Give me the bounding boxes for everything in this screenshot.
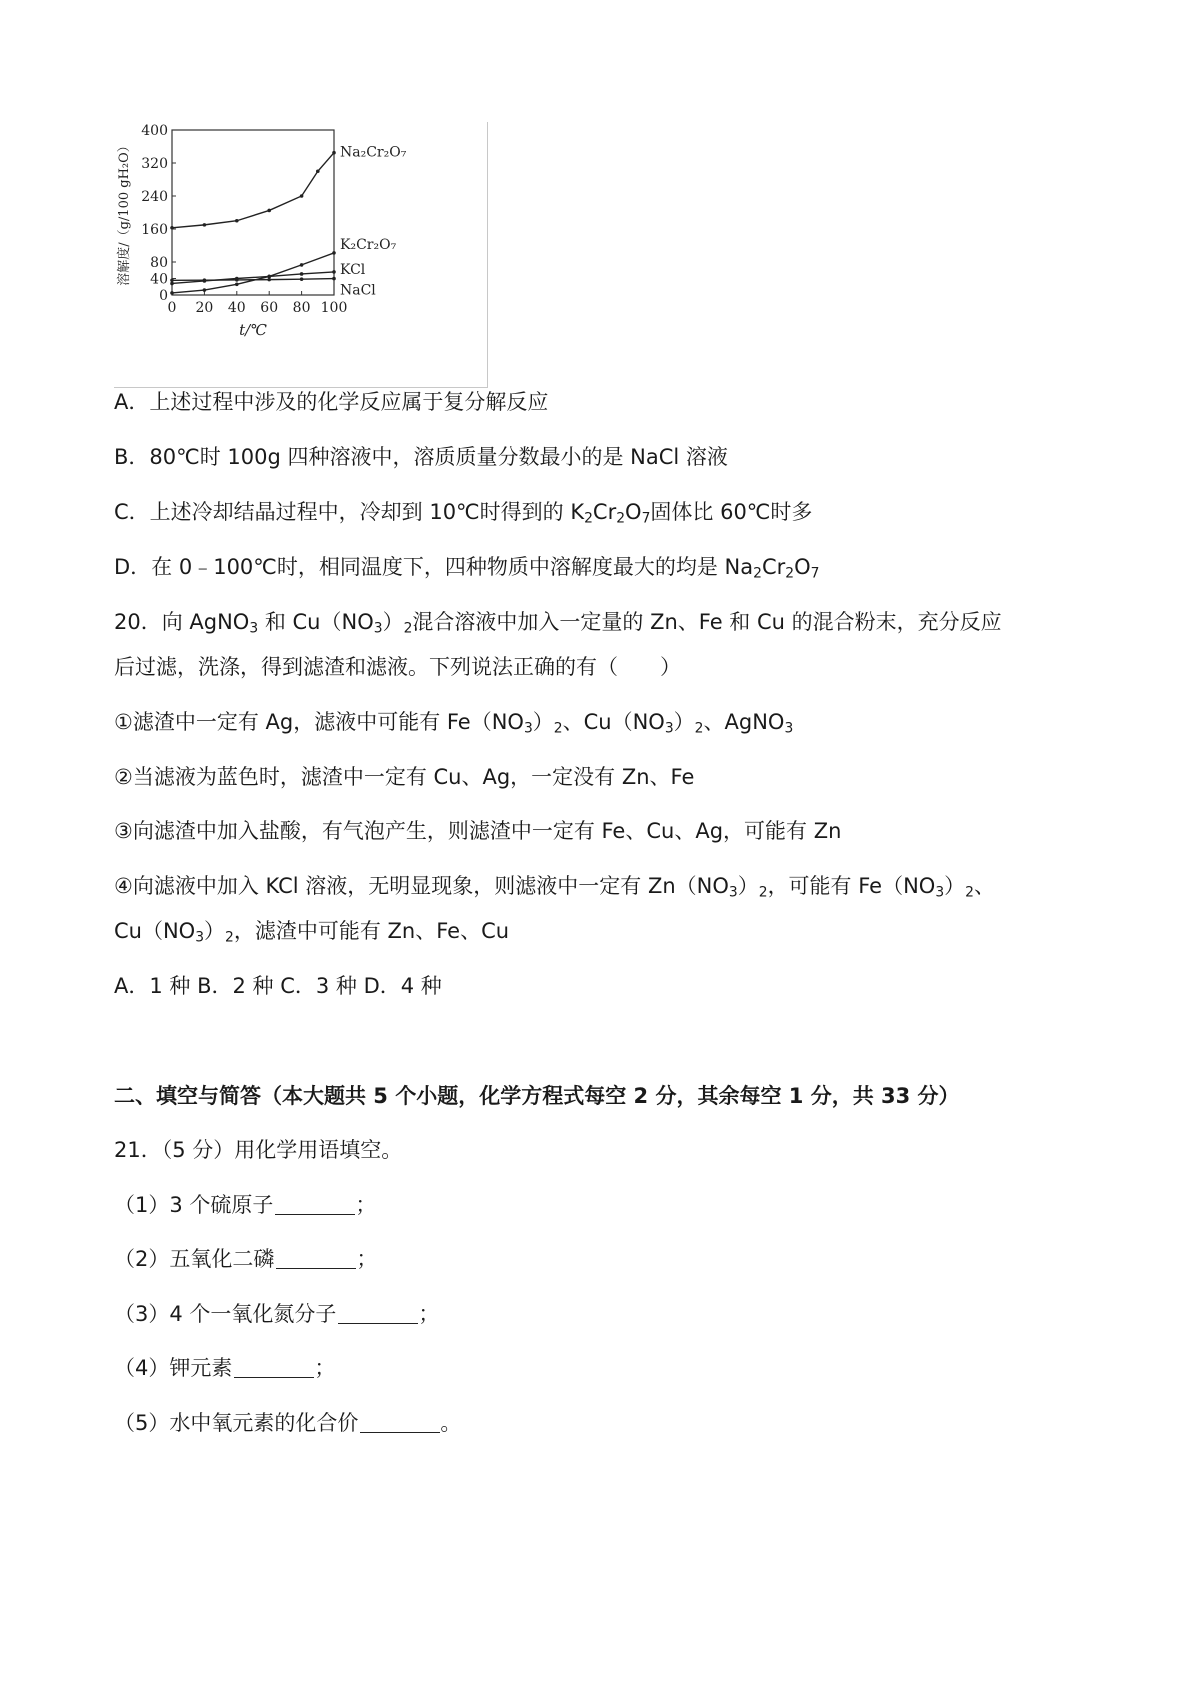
series-label: K₂Cr₂O₇: [340, 236, 397, 253]
data-point: [300, 272, 304, 276]
q21-item-1: [114, 1189, 376, 1219]
data-point: [235, 282, 239, 286]
q20-options-text: A．1 种 B．2 种 C．3 种 D．4 种: [114, 974, 442, 998]
x-tick-label: 60: [260, 300, 279, 316]
q19-option-d-text: D．在 0﹣100℃时，相同温度下，四种物质中溶解度最大的均是 Na: [114, 555, 754, 579]
q21-item-end: ；: [356, 1247, 378, 1271]
solubility-chart: [114, 122, 488, 388]
subscript: 2: [785, 565, 795, 582]
x-tick-label: 100: [320, 300, 348, 316]
q20-text: Cu（NO: [114, 919, 196, 943]
q19-option-b: [114, 441, 728, 471]
formula-part: O: [794, 555, 811, 579]
data-point: [267, 209, 271, 213]
subscript: 3: [523, 720, 533, 737]
answer-blank[interactable]: [234, 1356, 314, 1378]
plot-frame: [172, 130, 334, 295]
y-tick-label: 320: [141, 156, 168, 172]
q20-text: 后过滤，洗涤，得到滤渣和滤液。下列说法正确的有（ ）: [114, 655, 681, 679]
q20-text: 20．向 AgNO: [114, 610, 250, 634]
q20-text: ，滤渣中可能有 Zn、Fe、Cu: [233, 919, 510, 943]
y-tick-label: 160: [141, 222, 168, 238]
section-title-text: 二、填空与简答（本大题共 5 个小题，化学方程式每空 2 分，其余每空 1 分，共 33 分）: [114, 1084, 960, 1108]
q20-text: 、Cu（NO: [562, 710, 665, 734]
q20-statement-1: [114, 706, 793, 736]
x-tick-label: 80: [292, 300, 311, 316]
q21-item-text: （4）钾元素: [114, 1356, 233, 1380]
subscript: 3: [249, 620, 259, 637]
answer-blank[interactable]: [360, 1411, 440, 1433]
q21-item-end: ；: [355, 1193, 377, 1217]
data-point: [170, 291, 174, 295]
subscript: 3: [664, 720, 674, 737]
q20-statement-4-cont: [114, 915, 509, 945]
q20-text: 、: [973, 874, 995, 898]
q21-item-3: [114, 1298, 439, 1328]
data-point: [332, 251, 336, 255]
x-tick-label: 40: [227, 300, 246, 316]
q20-text: ③向滤渣中加入盐酸，有气泡产生，则滤渣中一定有 Fe、Cu、Ag，可能有 Zn: [114, 819, 842, 843]
q21-item-end: ；: [314, 1356, 336, 1380]
q20-text: 混合溶液中加入一定量的 Zn、Fe 和 Cu 的混合粉末，充分反应: [412, 610, 1002, 634]
q20-options: [114, 970, 442, 1000]
q21-item-text: （2）五氧化二磷: [114, 1247, 275, 1271]
subscript: 2: [753, 565, 762, 582]
subscript: 7: [641, 510, 651, 527]
q20-text: 、AgNO: [703, 710, 785, 734]
y-tick-label: 240: [141, 189, 168, 205]
q19-option-c: [114, 496, 812, 526]
x-tick-label: 20: [195, 300, 214, 316]
subscript: 2: [694, 720, 704, 737]
subscript: 3: [373, 620, 383, 637]
q19-option-c-text: C．上述冷却结晶过程中，冷却到 10℃时得到的 K: [114, 500, 585, 524]
series-label: NaCl: [340, 282, 376, 299]
q20-stem-line1: [114, 606, 1002, 636]
y-tick-label: 400: [141, 123, 168, 139]
subscript: 2: [616, 510, 626, 527]
q20-text: ）: [204, 919, 226, 943]
data-point: [300, 263, 304, 267]
section-2-title: [114, 1080, 960, 1110]
formula-part: O: [625, 500, 642, 524]
data-point: [316, 169, 320, 173]
q20-text: ）: [673, 710, 695, 734]
answer-blank[interactable]: [338, 1302, 418, 1324]
series-line: [172, 279, 334, 281]
subscript: 3: [784, 720, 794, 737]
q20-text: ②当滤液为蓝色时，滤渣中一定有 Cu、Ag，一定没有 Zn、Fe: [114, 765, 695, 789]
data-point: [235, 219, 239, 223]
q20-text: ）: [737, 874, 759, 898]
q21-item-end: ；: [418, 1302, 440, 1326]
q21-stem: [114, 1134, 402, 1164]
data-point: [300, 277, 304, 281]
data-point: [170, 278, 174, 282]
data-point: [170, 282, 174, 286]
q20-text: ）: [532, 710, 554, 734]
data-point: [267, 275, 271, 279]
x-tick-label: 0: [167, 300, 177, 316]
subscript: 7: [810, 565, 820, 582]
data-point: [235, 278, 239, 282]
subscript: 2: [403, 620, 413, 637]
y-tick-label: 40: [150, 271, 168, 288]
data-point: [203, 288, 207, 292]
q19-option-c-text-end: 固体比 60℃时多: [650, 500, 813, 524]
q21-item-5: [114, 1407, 461, 1437]
q19-option-b-text: B．80℃时 100g 四种溶液中，溶质质量分数最小的是 NaCl 溶液: [114, 445, 728, 469]
y-tick-label: 80: [150, 255, 168, 271]
q20-statement-4: [114, 870, 995, 900]
series-label: KCl: [340, 261, 366, 278]
q19-option-d: [114, 551, 819, 581]
series-line: [172, 272, 334, 284]
q21-item-text: （1）3 个硫原子: [114, 1193, 274, 1217]
subscript: 2: [758, 884, 768, 901]
q20-text: ，可能有 Fe（NO: [767, 874, 936, 898]
series-line: [172, 153, 334, 228]
data-point: [203, 223, 207, 227]
q20-text: ④向滤液中加入 KCl 溶液，无明显现象，则滤液中一定有 Zn（NO: [114, 874, 729, 898]
data-point: [203, 278, 207, 282]
q21-item-end: 。: [440, 1411, 462, 1435]
subscript: 3: [935, 884, 945, 901]
q21-item-text: （5）水中氧元素的化合价: [114, 1411, 359, 1435]
chart-svg: [114, 122, 487, 387]
q20-text: ①滤渣中一定有 Ag，滤液中可能有 Fe（NO: [114, 710, 524, 734]
answer-blank[interactable]: [276, 1247, 356, 1269]
data-point: [332, 151, 336, 155]
x-axis-label: t/℃: [239, 321, 267, 339]
q20-statement-3: [114, 815, 841, 845]
q20-statement-2: [114, 761, 694, 791]
series-label: Na₂Cr₂O₇: [340, 144, 407, 161]
q20-stem-line2: [114, 651, 681, 681]
subscript: 2: [584, 510, 593, 527]
data-point: [332, 277, 336, 281]
data-point: [267, 278, 271, 282]
q19-option-a: [114, 386, 548, 416]
data-point: [300, 194, 304, 198]
subscript: 3: [728, 884, 738, 901]
q20-text: 和 Cu（NO: [258, 610, 374, 634]
q21-item-4: [114, 1352, 335, 1382]
data-point: [170, 226, 174, 230]
subscript: 2: [965, 884, 974, 901]
formula-part: Cr: [761, 555, 786, 579]
y-axis-label: 溶解度/（g/100 gH₂O）: [117, 139, 132, 286]
q19-option-a-text: A．上述过程中涉及的化学反应属于复分解反应: [114, 390, 549, 414]
q21-text: 21．（5 分）用化学用语填空。: [114, 1138, 403, 1162]
subscript: 2: [553, 720, 563, 737]
y-tick-label: 0: [159, 288, 168, 304]
q20-text: ）: [944, 874, 966, 898]
q20-text: ）: [382, 610, 404, 634]
data-point: [332, 270, 336, 274]
q21-item-text: （3）4 个一氧化氮分子: [114, 1302, 337, 1326]
formula-part: Cr: [592, 500, 617, 524]
q21-item-2: [114, 1243, 377, 1273]
subscript: 3: [195, 929, 205, 946]
chart-plot-area: [116, 123, 407, 339]
subscript: 2: [225, 929, 234, 946]
answer-blank[interactable]: [275, 1193, 355, 1215]
